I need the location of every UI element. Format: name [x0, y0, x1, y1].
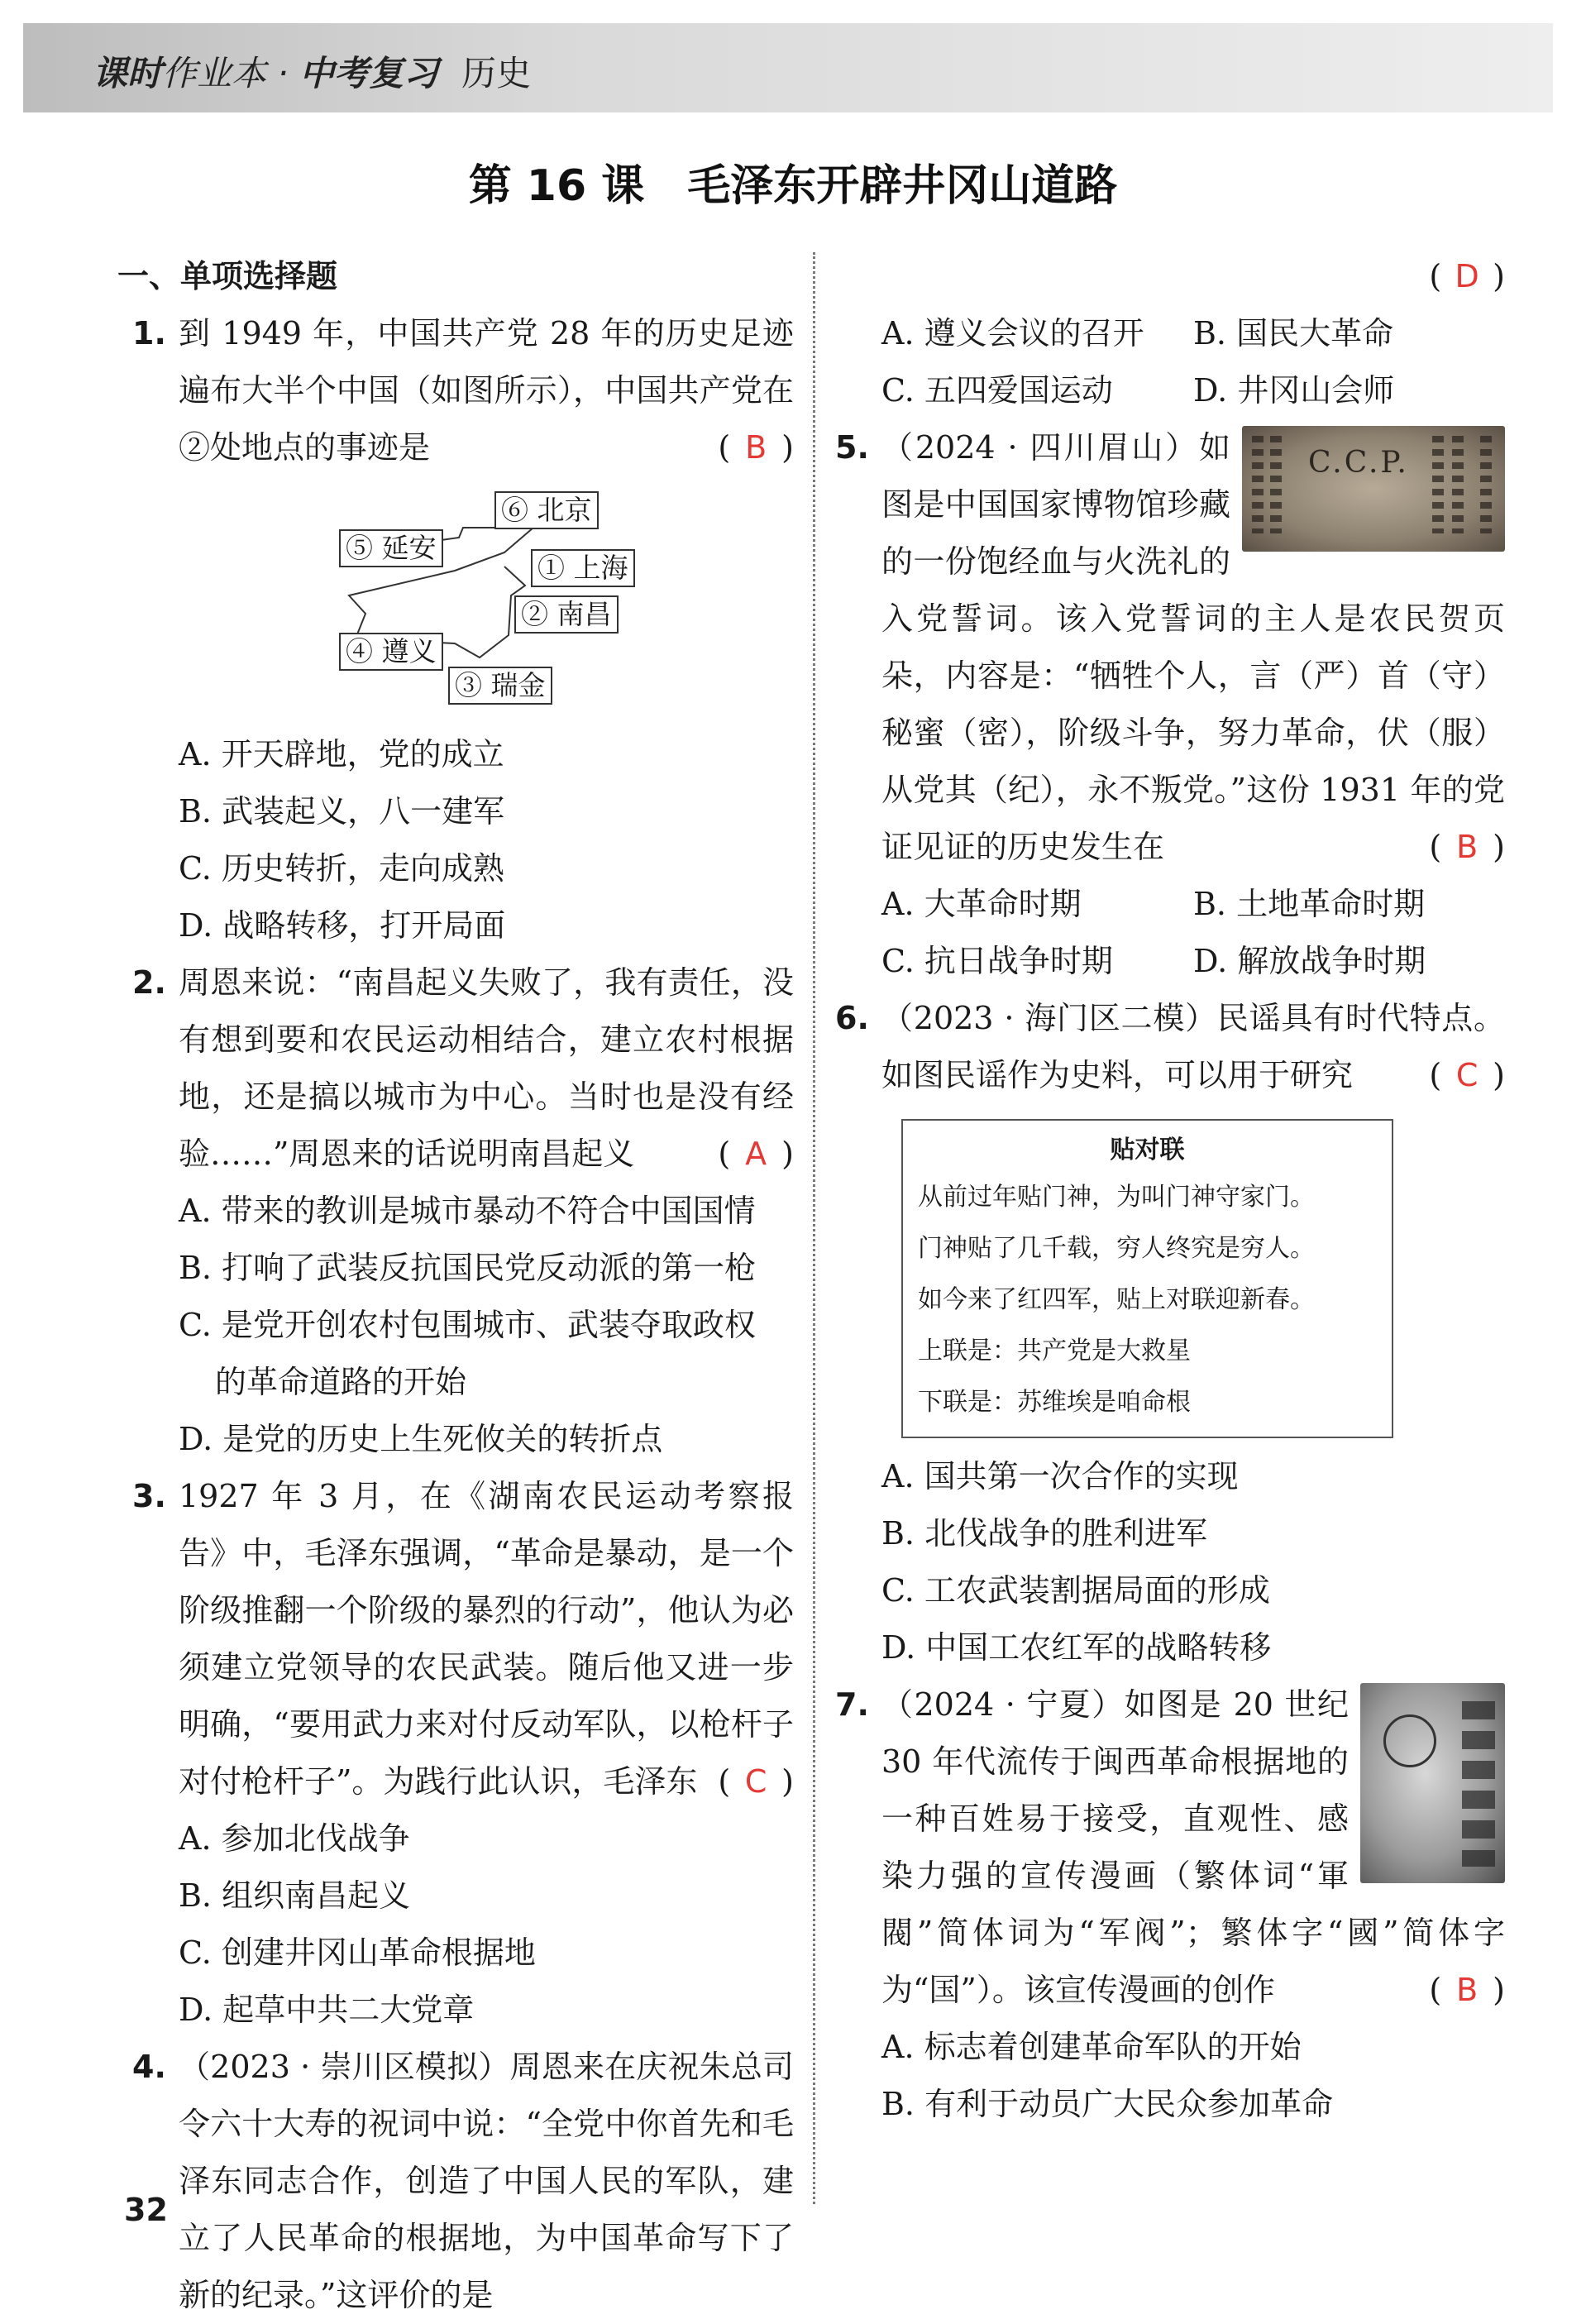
map-label-zunyi: ④ 遵义 — [339, 633, 443, 671]
folk-song-box — [901, 1119, 1393, 1438]
question-number: 6. — [835, 1000, 869, 1036]
option: A. 国共第一次合作的实现 — [881, 1458, 1239, 1494]
map-label-beijing: ⑥ 北京 — [494, 491, 599, 529]
folk-song-line: 如今来了红四军，贴上对联迎新春。 — [918, 1285, 1315, 1314]
folk-song-line: 下联是：苏维埃是咱命根 — [918, 1388, 1191, 1417]
option: A. 开天辟地，党的成立 — [179, 736, 504, 772]
option: C. 创建井冈山革命根据地 — [179, 1934, 536, 1971]
option: B. 武装起义，八一建军 — [179, 793, 505, 830]
folk-song-line: 从前过年贴门神，为叫门神守家门。 — [918, 1183, 1315, 1212]
option: C. 历史转折，走向成熟 — [179, 850, 504, 887]
question-text: （2023 · 崇川区模拟）周恩来在庆祝朱总司令六十大寿的祝词中说：“全党中你首先和毛泽东同志合作，创造了中国人民的军队，建立了人民革命的根据地，为中国革命写下了新的纪录。”这评价的是 — [179, 2049, 794, 2313]
option: D. 解放战争时期 — [1193, 943, 1426, 979]
answer-bracket: ( D ) — [835, 248, 1505, 305]
answer-bracket: ( C ) — [1429, 1047, 1505, 1104]
option: D. 起草中共二大党章 — [179, 1992, 475, 2028]
question-number: 7. — [835, 1686, 869, 1723]
question-5 — [835, 419, 1505, 876]
question-text: （2024 · 宁夏）如图是 20 世纪 30 年代流传于闽西革命根据地的一种百姓易于接受，直观性、感染力强的宣传漫画（繁体词“軍閥”简体词为“军阀”；繁体字“國”简体字为“国”）。该宣传漫画的创作 — [881, 1686, 1505, 2008]
question-number: 4. — [132, 2049, 166, 2085]
answer-bracket: ( A ) — [718, 1126, 794, 1183]
option: C. 是党开创农村包围城市、武装夺取政权 — [179, 1307, 756, 1343]
question-2 — [132, 954, 794, 1183]
option-row — [835, 933, 1505, 990]
option: A. 带来的教训是城市暴动不符合中国国情 — [179, 1193, 756, 1229]
option: D. 是党的历史上生死攸关的转折点 — [179, 1421, 663, 1457]
option: B. 国民大革命 — [1193, 315, 1394, 351]
lesson-title: 第 16 课 毛泽东开辟井冈山道路 — [468, 161, 1118, 211]
header-book: 作业本 · — [162, 53, 300, 93]
book-header — [93, 46, 531, 96]
answer-bracket: ( B ) — [1429, 1962, 1505, 2019]
oath-photo — [1242, 426, 1505, 552]
folk-song-line: 上联是：共产党是大救星 — [918, 1337, 1191, 1365]
option-row — [835, 362, 1505, 419]
column-divider — [813, 252, 815, 2204]
map-label-yanan: ⑤ 延安 — [339, 529, 443, 567]
question-text: 1927 年 3 月，在《湖南农民运动考察报告》中，毛泽东强调，“革命是暴动，是一个阶级推翻一个阶级的暴烈的行动”，他认为必须建立党领导的农民武装。随后他又进一步明确，“要用武力来对付反动军队，以枪杆子对付枪杆子”。为践行此认识，毛泽东 — [179, 1478, 794, 1800]
answer-bracket: ( C ) — [718, 1753, 794, 1810]
option: D. 中国工农红军的战略转移 — [881, 1629, 1272, 1666]
question-number: 1. — [132, 315, 166, 351]
map-label-nanchang: ② 南昌 — [514, 595, 619, 634]
option: A. 遵义会议的召开 — [881, 315, 1144, 351]
option: B. 土地革命时期 — [1193, 886, 1426, 922]
question-number: 3. — [132, 1478, 166, 1514]
route-map — [339, 488, 670, 711]
option: B. 有利于动员广大民众参加革命 — [881, 2086, 1334, 2122]
option: B. 打响了武装反抗国民党反动派的第一枪 — [179, 1250, 757, 1286]
option: C. 抗日战争时期 — [881, 943, 1113, 979]
answer-letter: D — [1455, 258, 1479, 294]
question-4 — [132, 2039, 794, 2324]
answer-letter: B — [745, 429, 767, 466]
map-label-ruijin: ③ 瑞金 — [448, 667, 552, 705]
question-7 — [835, 1676, 1505, 2019]
option: B. 组织南昌起义 — [179, 1877, 411, 1914]
page-number: 32 — [124, 2192, 168, 2228]
option-row — [835, 305, 1505, 362]
header-brand: 课时 — [93, 53, 163, 93]
header-series: 中考复习 — [299, 53, 439, 93]
answer-bracket: ( B ) — [1429, 819, 1505, 876]
folk-song-title: 贴对联 — [1110, 1136, 1185, 1164]
option: D. 战略转移，打开局面 — [179, 907, 506, 944]
question-1 — [132, 305, 794, 476]
question-text: 到 1949 年，中国共产党 28 年的历史足迹遍布大半个中国（如图所示），中国共产党在②处地点的事迹是 — [179, 315, 794, 466]
question-number: 5. — [835, 429, 869, 466]
answer-letter: A — [745, 1136, 767, 1172]
option: A. 参加北伐战争 — [179, 1820, 410, 1857]
option: D. 井冈山会师 — [1193, 372, 1395, 409]
left-column — [117, 248, 794, 2324]
option: C. 五四爱国运动 — [881, 372, 1113, 409]
option: C. 工农武装割据局面的形成 — [881, 1572, 1270, 1609]
header-subject: 历史 — [461, 53, 532, 93]
question-number: 2. — [132, 964, 166, 1001]
section-heading: 一、单项选择题 — [117, 258, 338, 294]
question-text: 周恩来说：“南昌起义失败了，我有责任，没有想到要和农民运动相结合，建立农村根据地，还是搞以城市为中心。当时也是没有经验……”周恩来的话说明南昌起义 — [179, 964, 794, 1172]
answer-bracket: ( B ) — [718, 419, 794, 476]
propaganda-cartoon — [1360, 1683, 1505, 1883]
question-3 — [132, 1468, 794, 1810]
answer-letter: C — [1455, 1057, 1479, 1093]
right-column — [835, 248, 1505, 2133]
answer-letter: B — [1456, 829, 1479, 865]
oath-photo-text: C.C.P. — [1308, 446, 1409, 480]
option-row — [835, 876, 1505, 933]
option-continued: 的革命道路的开始 — [215, 1364, 467, 1400]
option: B. 北伐战争的胜利进军 — [881, 1515, 1208, 1552]
answer-letter: B — [1456, 1972, 1479, 2008]
option: A. 标志着创建革命军队的开始 — [881, 2029, 1302, 2065]
answer-letter: C — [744, 1763, 767, 1800]
question-text: （2023 · 海门区二模）民谣具有时代特点。如图民谣作为史料，可以用于研究 — [881, 1000, 1505, 1093]
question-6 — [835, 990, 1505, 1104]
question-text: （2024 · 四川眉山）如图是中国国家博物馆珍藏的一份饱经血与火洗礼的入党誓词。该入党誓词的主人是农民贺页朵，内容是：“牺牲个人，言（严）首（守）秘蜜（密），阶级斗争，努力革命，伏（服）从党其（纪），永不叛党。”这份 1931 年的党证见证的历史发生在 — [881, 429, 1505, 865]
folk-song-line: 门神贴了几千载，穷人终究是穷人。 — [918, 1234, 1315, 1263]
option: A. 大革命时期 — [881, 886, 1082, 922]
map-label-shanghai: ① 上海 — [531, 549, 635, 587]
